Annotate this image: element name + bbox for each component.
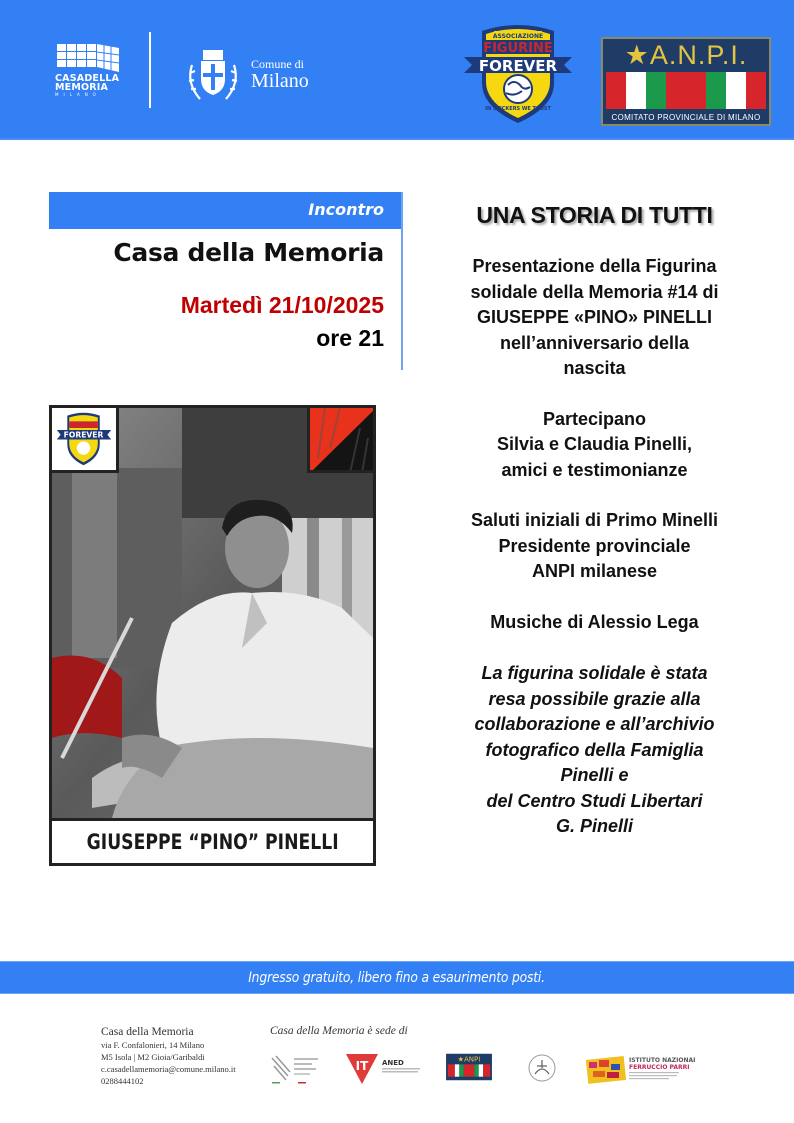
admission-text: Ingresso gratuito, libero fino a esaurimento posti. bbox=[248, 969, 546, 986]
partner-logo-aned bbox=[344, 1052, 424, 1086]
building-grid-icon bbox=[57, 44, 119, 74]
card-name: GIUSEPPE “PINO” PINELLI bbox=[86, 830, 339, 854]
contact-address: via F. Confalonieri, 14 Milano bbox=[101, 1040, 205, 1050]
svg-text:FOREVER: FOREVER bbox=[478, 57, 558, 75]
cdm-line-1: CASADELLA bbox=[55, 73, 120, 84]
header-bar bbox=[0, 0, 794, 140]
participants-paragraph: Partecipano Silvia e Claudia Pinelli, amici e testimonianze bbox=[496, 408, 693, 480]
credits-paragraph: La figurina solidale è stata resa possibile grazie alla collaborazione e all’archivio fotografico della Famiglia Pinelli e del Centro Studi Libertari G. Pinelli bbox=[474, 663, 715, 836]
svg-text:ASSOCIAZIONE: ASSOCIAZIONE bbox=[492, 33, 544, 40]
contact-title: Casa della Memoria bbox=[101, 1026, 194, 1038]
round-emblem-icon bbox=[525, 1052, 559, 1086]
comune-milano-crest-icon bbox=[182, 45, 244, 107]
event-box-border bbox=[401, 192, 403, 370]
contact-metro: M5 Isola | M2 Gioia/Garibaldi bbox=[101, 1052, 205, 1062]
svg-text:FOREVER: FOREVER bbox=[63, 430, 104, 440]
svg-text:IT: IT bbox=[355, 1059, 369, 1073]
casa-della-memoria-logo bbox=[55, 44, 123, 102]
svg-text:ANED: ANED bbox=[382, 1059, 404, 1067]
comune-milano-wordmark: Comune di Milano bbox=[251, 57, 309, 92]
anpi-subtitle: COMITATO PROVINCIALE DI MILANO bbox=[611, 113, 761, 122]
svg-text:FERRUCCIO PARRI: FERRUCCIO PARRI bbox=[629, 1064, 690, 1071]
partner-logo-emblem bbox=[525, 1052, 559, 1086]
presentation-paragraph: Presentazione della Figurina solidale della Memoria #14 di GIUSEPPE «PINO» PINELLI nell’anniversario della nascita bbox=[470, 256, 719, 378]
greetings-paragraph: Saluti iniziali di Primo Minelli Presidente provinciale ANPI milanese bbox=[470, 510, 719, 581]
partner-logo-anpi bbox=[443, 1052, 495, 1086]
figurina-card bbox=[49, 405, 376, 866]
figurine-forever-mini-badge bbox=[52, 408, 119, 473]
main-title: UNA STORIA DI TUTTI bbox=[476, 202, 713, 228]
event-date: Martedì 21/10/2025 bbox=[180, 292, 384, 318]
event-type-banner bbox=[49, 192, 403, 229]
cdm-line-2: MEMORIA bbox=[55, 82, 109, 93]
music-paragraph: Musiche di Alessio Lega bbox=[490, 611, 699, 632]
partner-logo-ferruccio-parri bbox=[585, 1052, 695, 1086]
card-name-strip bbox=[52, 818, 373, 863]
event-time: ore 21 bbox=[316, 325, 384, 351]
figurine-forever-badge bbox=[460, 17, 576, 125]
contact-block bbox=[101, 1025, 236, 1087]
partner-logo-aivter bbox=[268, 1052, 328, 1086]
sede-label: Casa della Memoria è sede di bbox=[270, 1025, 408, 1037]
anarchist-flag-icon bbox=[307, 408, 373, 473]
shield-icon bbox=[52, 408, 116, 470]
event-type-label: Incontro bbox=[308, 200, 384, 219]
cdm-line-3: MILANO bbox=[55, 92, 101, 97]
header-divider bbox=[149, 32, 151, 108]
venue-title: Casa della Memoria bbox=[113, 238, 384, 267]
contact-phone: 0288444102 bbox=[101, 1076, 144, 1086]
italian-flag-stripes bbox=[606, 72, 766, 109]
anpi-logo bbox=[601, 37, 771, 126]
svg-text:IN STICKERS WE TRUST: IN STICKERS WE TRUST bbox=[485, 106, 551, 112]
admission-banner bbox=[0, 961, 794, 994]
partner-emblem-icon bbox=[268, 1052, 328, 1086]
svg-text:FIGURINE: FIGURINE bbox=[483, 41, 553, 56]
svg-text:★ANPI: ★ANPI bbox=[457, 1054, 481, 1064]
contact-email[interactable]: c.casadellamemoria@comune.milano.it bbox=[101, 1064, 236, 1074]
event-details bbox=[432, 200, 757, 840]
anpi-title: ★A.N.P.I. bbox=[624, 40, 748, 70]
svg-text:ISTITUTO NAZIONALE: ISTITUTO NAZIONALE bbox=[629, 1057, 695, 1064]
